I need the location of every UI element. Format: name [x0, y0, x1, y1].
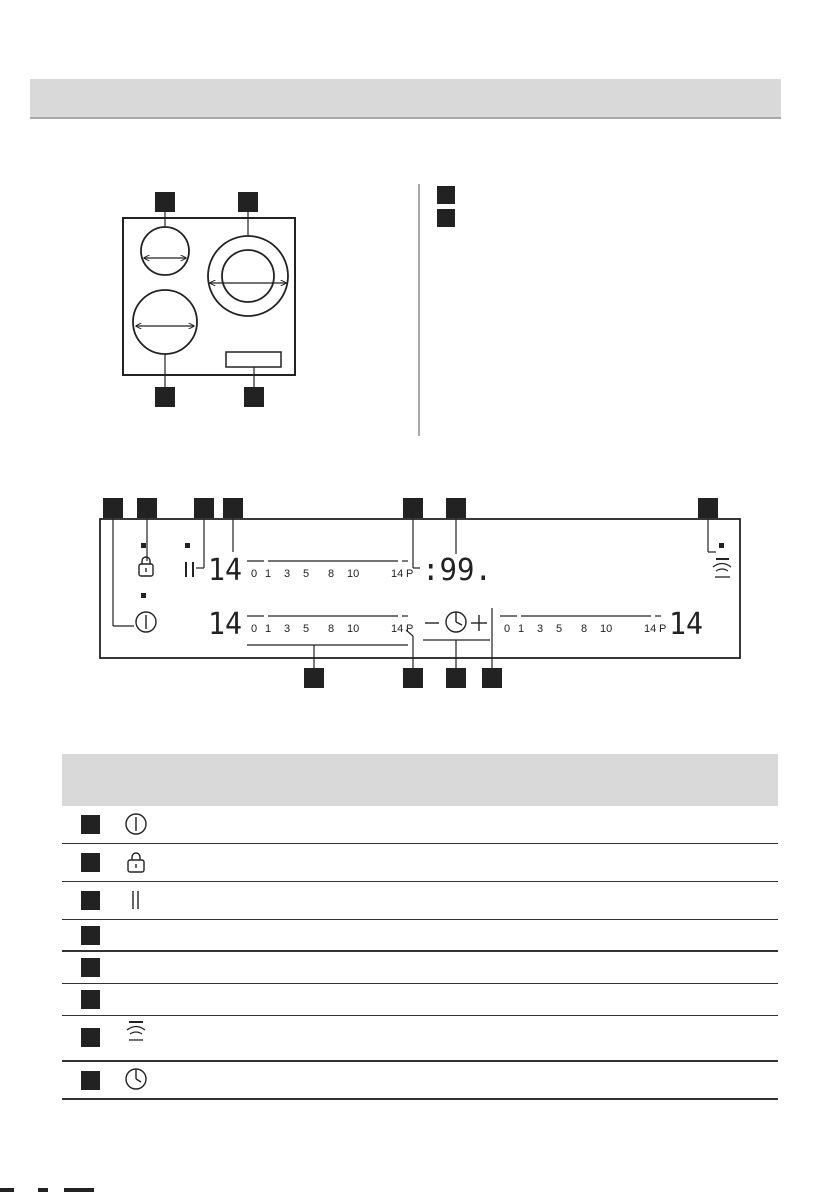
hob-to-hood-icon	[124, 1019, 148, 1043]
scale-bottom-left-label: 0	[251, 623, 258, 635]
power-scale-top[interactable]	[251, 568, 413, 580]
scale-top-label: 14	[391, 568, 404, 580]
indicator-dot	[141, 593, 146, 598]
zone-display-bottom-left: 14	[208, 607, 242, 642]
callout-badge	[155, 192, 175, 212]
timer-plus-button[interactable]	[471, 615, 487, 631]
scale-top-label: 8	[328, 568, 335, 580]
scale-top-label: 3	[284, 568, 291, 580]
table-row	[62, 1062, 778, 1100]
indicator-dot	[141, 543, 146, 548]
scale-top-label: 10	[347, 568, 360, 580]
pause-icon[interactable]	[186, 562, 193, 577]
row-badge	[81, 891, 100, 910]
page-corner-mark	[0, 1188, 100, 1192]
scale-bottom-left-label: 3	[284, 623, 291, 635]
scale-bottom-left-label: 1	[265, 623, 272, 635]
power-scale-bottom-right[interactable]	[504, 623, 666, 635]
scale-top-label: 1	[265, 568, 272, 580]
callout-badge	[155, 387, 175, 407]
table-row	[62, 882, 778, 920]
lock-icon	[124, 850, 148, 874]
scale-bottom-right-label: 3	[537, 623, 544, 635]
power-scale-bottom-left[interactable]	[251, 623, 413, 635]
panel-top-callouts	[103, 498, 718, 626]
timer-icon[interactable]	[446, 612, 466, 632]
scale-bottom-left-label: 5	[303, 623, 310, 635]
scale-bottom-right-label: 5	[556, 623, 563, 635]
scale-bottom-right-label: 8	[581, 623, 588, 635]
power-icon	[124, 812, 148, 836]
symbol-table	[62, 806, 778, 1100]
table-row	[62, 806, 778, 844]
table-row	[62, 920, 778, 952]
hob-to-hood-icon[interactable]	[713, 559, 731, 577]
scale-bottom-left-label: 8	[328, 623, 335, 635]
indicator-dot	[185, 543, 190, 548]
pause-icon	[124, 888, 148, 912]
row-badge	[81, 1071, 100, 1090]
lock-icon[interactable]	[139, 557, 153, 576]
scale-bottom-right-label: 10	[600, 623, 613, 635]
scale-bottom-left-label: 10	[347, 623, 360, 635]
zone-small-front-left	[141, 227, 189, 275]
timer-icon	[124, 1067, 148, 1091]
row-badge	[81, 926, 100, 945]
scale-top-label: P	[406, 568, 414, 580]
power-icon[interactable]	[136, 612, 156, 632]
scale-bottom-right-label: 14	[644, 623, 657, 635]
scale-top-label: 5	[303, 568, 310, 580]
zone-display-bottom-right: 14	[669, 607, 703, 642]
legend-badge	[437, 186, 455, 204]
scale-bottom-left-label: 14	[391, 623, 404, 635]
timer-readout: :99.	[422, 553, 492, 588]
scale-bottom-right-label: 1	[518, 623, 525, 635]
table-header	[62, 754, 778, 806]
scale-bottom-left-label: P	[406, 623, 414, 635]
legend-badge	[437, 209, 455, 227]
table-row	[62, 952, 778, 984]
callout-badge	[238, 192, 258, 212]
row-badge	[81, 958, 100, 977]
row-badge	[81, 990, 100, 1009]
scale-bottom-right-label: 0	[504, 623, 511, 635]
control-panel	[100, 519, 740, 658]
callout-badge	[244, 387, 264, 407]
table-row	[62, 984, 778, 1016]
scale-bottom-right-label: P	[659, 623, 667, 635]
scale-top-label: 0	[251, 568, 258, 580]
zone-dual-right	[208, 236, 288, 316]
row-badge	[81, 815, 100, 834]
zone-large-rear-left	[133, 290, 197, 354]
table-row	[62, 1016, 778, 1062]
row-badge	[81, 1028, 100, 1047]
control-panel-area	[226, 352, 281, 367]
row-badge	[81, 853, 100, 872]
indicator-dot	[719, 543, 724, 548]
table-row	[62, 844, 778, 882]
panel-bottom-callouts	[247, 608, 502, 688]
zone-display-top: 14	[208, 553, 242, 588]
